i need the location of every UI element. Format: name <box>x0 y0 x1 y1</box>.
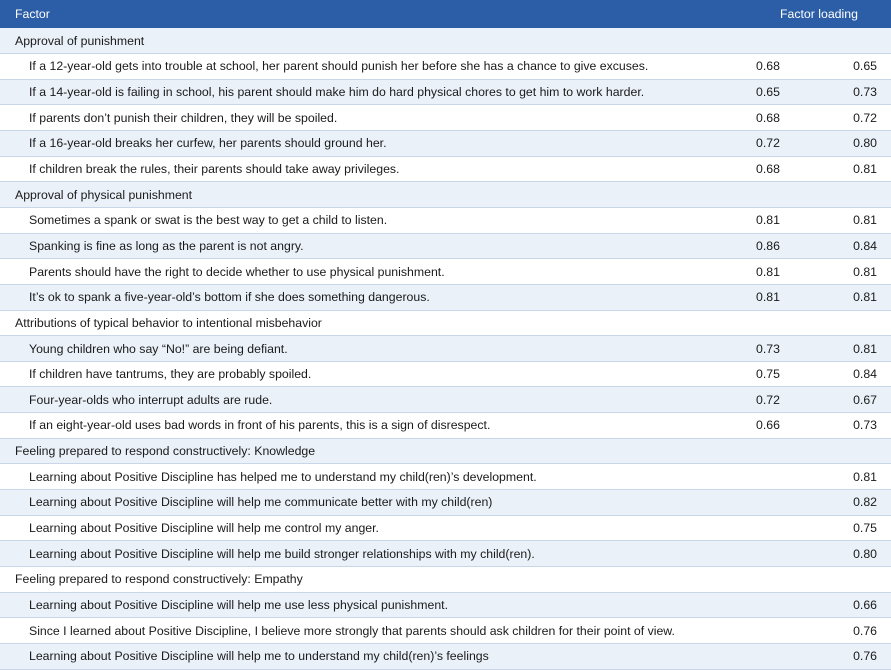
loading-value-2: 0.81 <box>798 156 891 182</box>
loading-value-2: 0.80 <box>798 541 891 567</box>
table-row <box>0 156 891 182</box>
table-row <box>0 592 891 618</box>
loading-value-1: 0.73 <box>736 336 798 362</box>
table-row <box>0 643 891 669</box>
item-text: Young children who say “No!” are being defiant. <box>0 336 736 362</box>
factor-loading-column-header: Factor loading <box>780 7 858 21</box>
table-row <box>0 233 891 259</box>
group-header-row <box>0 438 891 464</box>
item-text: Learning about Positive Discipline will help me to understand my child(ren)’s feelings <box>0 643 736 669</box>
table-row <box>0 361 891 387</box>
table-row <box>0 207 891 233</box>
loading-value-2: 0.75 <box>798 515 891 541</box>
loading-value-2: 0.81 <box>798 464 891 490</box>
group-title: Approval of physical punishment <box>0 182 891 208</box>
item-text: Learning about Positive Discipline will help me communicate better with my child(ren) <box>0 490 736 516</box>
loading-value-2: 0.67 <box>798 387 891 413</box>
loading-value-1 <box>736 643 798 669</box>
table-header-row <box>0 0 891 28</box>
loading-value-2: 0.81 <box>798 207 891 233</box>
item-text: Learning about Positive Discipline will help me build stronger relationships with my child(ren). <box>0 541 736 567</box>
loading-value-2: 0.81 <box>798 284 891 310</box>
loading-value-1: 0.68 <box>736 54 798 80</box>
loading-value-1: 0.75 <box>736 361 798 387</box>
table-row <box>0 413 891 439</box>
loading-value-1: 0.86 <box>736 233 798 259</box>
table-row <box>0 387 891 413</box>
item-text: Learning about Positive Discipline has helped me to understand my child(ren)’s development. <box>0 464 736 490</box>
loading-value-2: 0.81 <box>798 336 891 362</box>
loading-value-1: 0.81 <box>736 284 798 310</box>
loading-value-1 <box>736 541 798 567</box>
table-row <box>0 515 891 541</box>
loading-value-1: 0.65 <box>736 79 798 105</box>
loading-value-2: 0.65 <box>798 54 891 80</box>
item-text: If an eight-year-old uses bad words in front of his parents, this is a sign of disrespect. <box>0 413 736 439</box>
loading-value-1 <box>736 490 798 516</box>
table-row <box>0 618 891 644</box>
item-text: If a 12-year-old gets into trouble at school, her parent should punish her before she has a chance to give excuses. <box>0 54 736 80</box>
item-text: Four-year-olds who interrupt adults are rude. <box>0 387 736 413</box>
item-text: Since I learned about Positive Discipline, I believe more strongly that parents should ask children for their point of view. <box>0 618 736 644</box>
loading-value-1 <box>736 618 798 644</box>
group-title: Feeling prepared to respond constructively: Empathy <box>0 566 891 592</box>
group-title: Approval of punishment <box>0 28 891 54</box>
loading-value-2: 0.84 <box>798 361 891 387</box>
item-text: If children have tantrums, they are probably spoiled. <box>0 361 736 387</box>
item-text: Sometimes a spank or swat is the best way to get a child to listen. <box>0 207 736 233</box>
group-title: Attributions of typical behavior to intentional misbehavior <box>0 310 891 336</box>
item-text: It’s ok to spank a five-year-old’s bottom if she does something dangerous. <box>0 284 736 310</box>
table-row <box>0 105 891 131</box>
loading-value-1: 0.72 <box>736 131 798 157</box>
item-text: Parents should have the right to decide whether to use physical punishment. <box>0 259 736 285</box>
group-header-row <box>0 566 891 592</box>
group-header-row <box>0 182 891 208</box>
table-row <box>0 79 891 105</box>
loading-value-2: 0.72 <box>798 105 891 131</box>
loading-value-1: 0.68 <box>736 105 798 131</box>
item-text: Spanking is fine as long as the parent is not angry. <box>0 233 736 259</box>
factor-column-header: Factor <box>15 7 50 21</box>
table-row <box>0 284 891 310</box>
item-text: If parents don’t punish their children, they will be spoiled. <box>0 105 736 131</box>
table-row <box>0 541 891 567</box>
group-title: Feeling prepared to respond constructively: Knowledge <box>0 438 891 464</box>
table-body <box>0 28 891 669</box>
group-header-row <box>0 28 891 54</box>
loading-value-1: 0.81 <box>736 259 798 285</box>
item-text: If children break the rules, their parents should take away privileges. <box>0 156 736 182</box>
loading-value-2: 0.76 <box>798 618 891 644</box>
loading-value-2: 0.81 <box>798 259 891 285</box>
table-row <box>0 490 891 516</box>
item-text: Learning about Positive Discipline will help me control my anger. <box>0 515 736 541</box>
table-row <box>0 464 891 490</box>
table-row <box>0 54 891 80</box>
loading-value-1 <box>736 592 798 618</box>
loading-value-2: 0.76 <box>798 643 891 669</box>
table-row <box>0 131 891 157</box>
loading-value-1: 0.72 <box>736 387 798 413</box>
loading-value-2: 0.82 <box>798 490 891 516</box>
loading-value-2: 0.73 <box>798 413 891 439</box>
group-header-row <box>0 310 891 336</box>
item-text: If a 14-year-old is failing in school, his parent should make him do hard physical chores to get him to work harder. <box>0 79 736 105</box>
table-row <box>0 259 891 285</box>
loading-value-2: 0.73 <box>798 79 891 105</box>
loading-value-2: 0.80 <box>798 131 891 157</box>
loading-value-1: 0.68 <box>736 156 798 182</box>
loading-value-1: 0.66 <box>736 413 798 439</box>
item-text: If a 16-year-old breaks her curfew, her parents should ground her. <box>0 131 736 157</box>
loading-value-1: 0.81 <box>736 207 798 233</box>
loading-value-1 <box>736 464 798 490</box>
loading-value-2: 0.84 <box>798 233 891 259</box>
loading-value-1 <box>736 515 798 541</box>
item-text: Learning about Positive Discipline will help me use less physical punishment. <box>0 592 736 618</box>
loading-value-2: 0.66 <box>798 592 891 618</box>
table-row <box>0 336 891 362</box>
